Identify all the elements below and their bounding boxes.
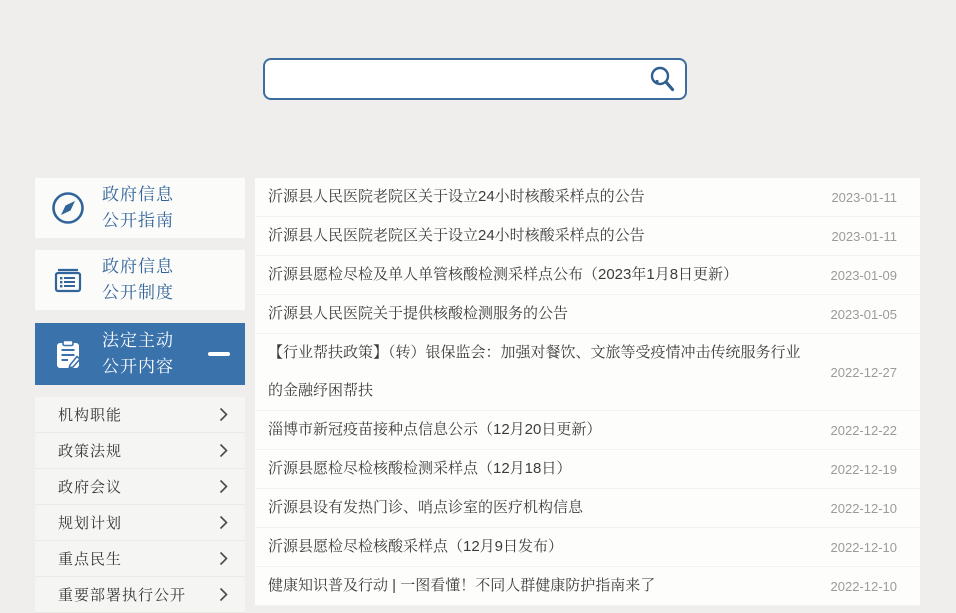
search-button[interactable]: [639, 60, 685, 98]
news-link[interactable]: 沂源县愿检尽检核酸检测采样点（12月18日）: [268, 460, 572, 477]
news-date: 2023-01-05: [830, 306, 897, 322]
chevron-right-icon: [219, 407, 228, 422]
submenu-item-gov-meetings[interactable]: [35, 469, 245, 505]
news-link[interactable]: 沂源县人民医院关于提供核酸检测服务的公告: [268, 305, 569, 322]
news-date: 2022-12-22: [830, 422, 897, 438]
submenu-label: 机构职能: [58, 407, 123, 424]
list-item: [255, 411, 920, 450]
news-date: 2022-12-10: [830, 539, 897, 555]
news-list: [255, 178, 920, 606]
label-line1: 政府信息: [102, 185, 174, 204]
news-date: 2023-01-09: [830, 267, 897, 283]
clipboard-pen-icon: [50, 336, 86, 372]
news-link[interactable]: 【行业帮扶政策】（转）银保监会：加强对餐饮、文旅等受疫情冲击传统服务行业的金融纾困帮扶: [268, 344, 801, 399]
collapse-minus-icon: [208, 352, 230, 356]
list-item: [255, 567, 920, 606]
news-date: 2022-12-10: [830, 500, 897, 516]
submenu-item-policies-regulations[interactable]: [35, 433, 245, 469]
news-link[interactable]: 沂源县愿检尽检及单人单管核酸检测采样点公布（2023年1月8日更新）: [268, 266, 739, 283]
submenu-label: 重要部署执行公开: [58, 587, 187, 604]
news-date: 2023-01-11: [831, 228, 897, 244]
sidebar-item-gov-info-system[interactable]: [35, 250, 245, 310]
news-date: 2022-12-10: [830, 578, 897, 594]
submenu-item-key-deployment-disclosure[interactable]: [35, 577, 245, 613]
chevron-right-icon: [219, 587, 228, 602]
list-item: [255, 178, 920, 217]
sidebar: [35, 178, 245, 613]
label-line1: 政府信息: [102, 257, 174, 276]
submenu-label: 重点民生: [58, 551, 123, 568]
submenu-label: 政策法规: [58, 443, 123, 460]
submenu-label: 规划计划: [58, 515, 123, 532]
list-item: [255, 295, 920, 334]
label-line2: 公开内容: [102, 357, 174, 376]
sidebar-item-label: [102, 328, 174, 380]
news-link[interactable]: 淄博市新冠疫苗接种点信息公示（12月20日更新）: [268, 421, 602, 438]
search-icon: [648, 65, 676, 93]
list-item: [255, 450, 920, 489]
list-item: [255, 528, 920, 567]
news-link[interactable]: 沂源县人民医院老院区关于设立24小时核酸采样点的公告: [268, 227, 645, 244]
news-date: 2023-01-11: [831, 189, 897, 205]
sidebar-item-label: [102, 254, 174, 306]
news-link[interactable]: 沂源县设有发热门诊、哨点诊室的医疗机构信息: [268, 499, 584, 516]
sidebar-item-legal-active-disclosure[interactable]: [35, 323, 245, 385]
submenu-item-key-livelihood[interactable]: [35, 541, 245, 577]
sidebar-submenu: [35, 397, 245, 613]
list-item: [255, 217, 920, 256]
chevron-right-icon: [219, 515, 228, 530]
sidebar-item-label: [102, 182, 174, 234]
label-line2: 公开制度: [102, 283, 174, 302]
label-line2: 公开指南: [102, 211, 174, 230]
news-link[interactable]: 健康知识普及行动 | 一图看懂！不同人群健康防护指南来了: [268, 577, 656, 594]
sidebar-item-gov-info-guide[interactable]: [35, 178, 245, 238]
compass-icon: [50, 190, 86, 226]
submenu-label: 政府会议: [58, 479, 123, 496]
list-item: [255, 334, 920, 411]
news-date: 2022-12-27: [830, 364, 897, 380]
news-link[interactable]: 沂源县人民医院老院区关于设立24小时核酸采样点的公告: [268, 188, 645, 205]
submenu-item-planning[interactable]: [35, 505, 245, 541]
submenu-item-org-functions[interactable]: [35, 397, 245, 433]
chevron-right-icon: [219, 479, 228, 494]
search-input[interactable]: [265, 60, 639, 98]
chevron-right-icon: [219, 551, 228, 566]
news-link[interactable]: 沂源县愿检尽检核酸采样点（12月9日发布）: [268, 538, 564, 555]
chevron-right-icon: [219, 443, 228, 458]
document-lines-icon: [50, 262, 86, 298]
news-date: 2022-12-19: [830, 461, 897, 477]
list-item: [255, 489, 920, 528]
search-bar: [263, 58, 687, 100]
list-item: [255, 256, 920, 295]
label-line1: 法定主动: [102, 331, 174, 350]
